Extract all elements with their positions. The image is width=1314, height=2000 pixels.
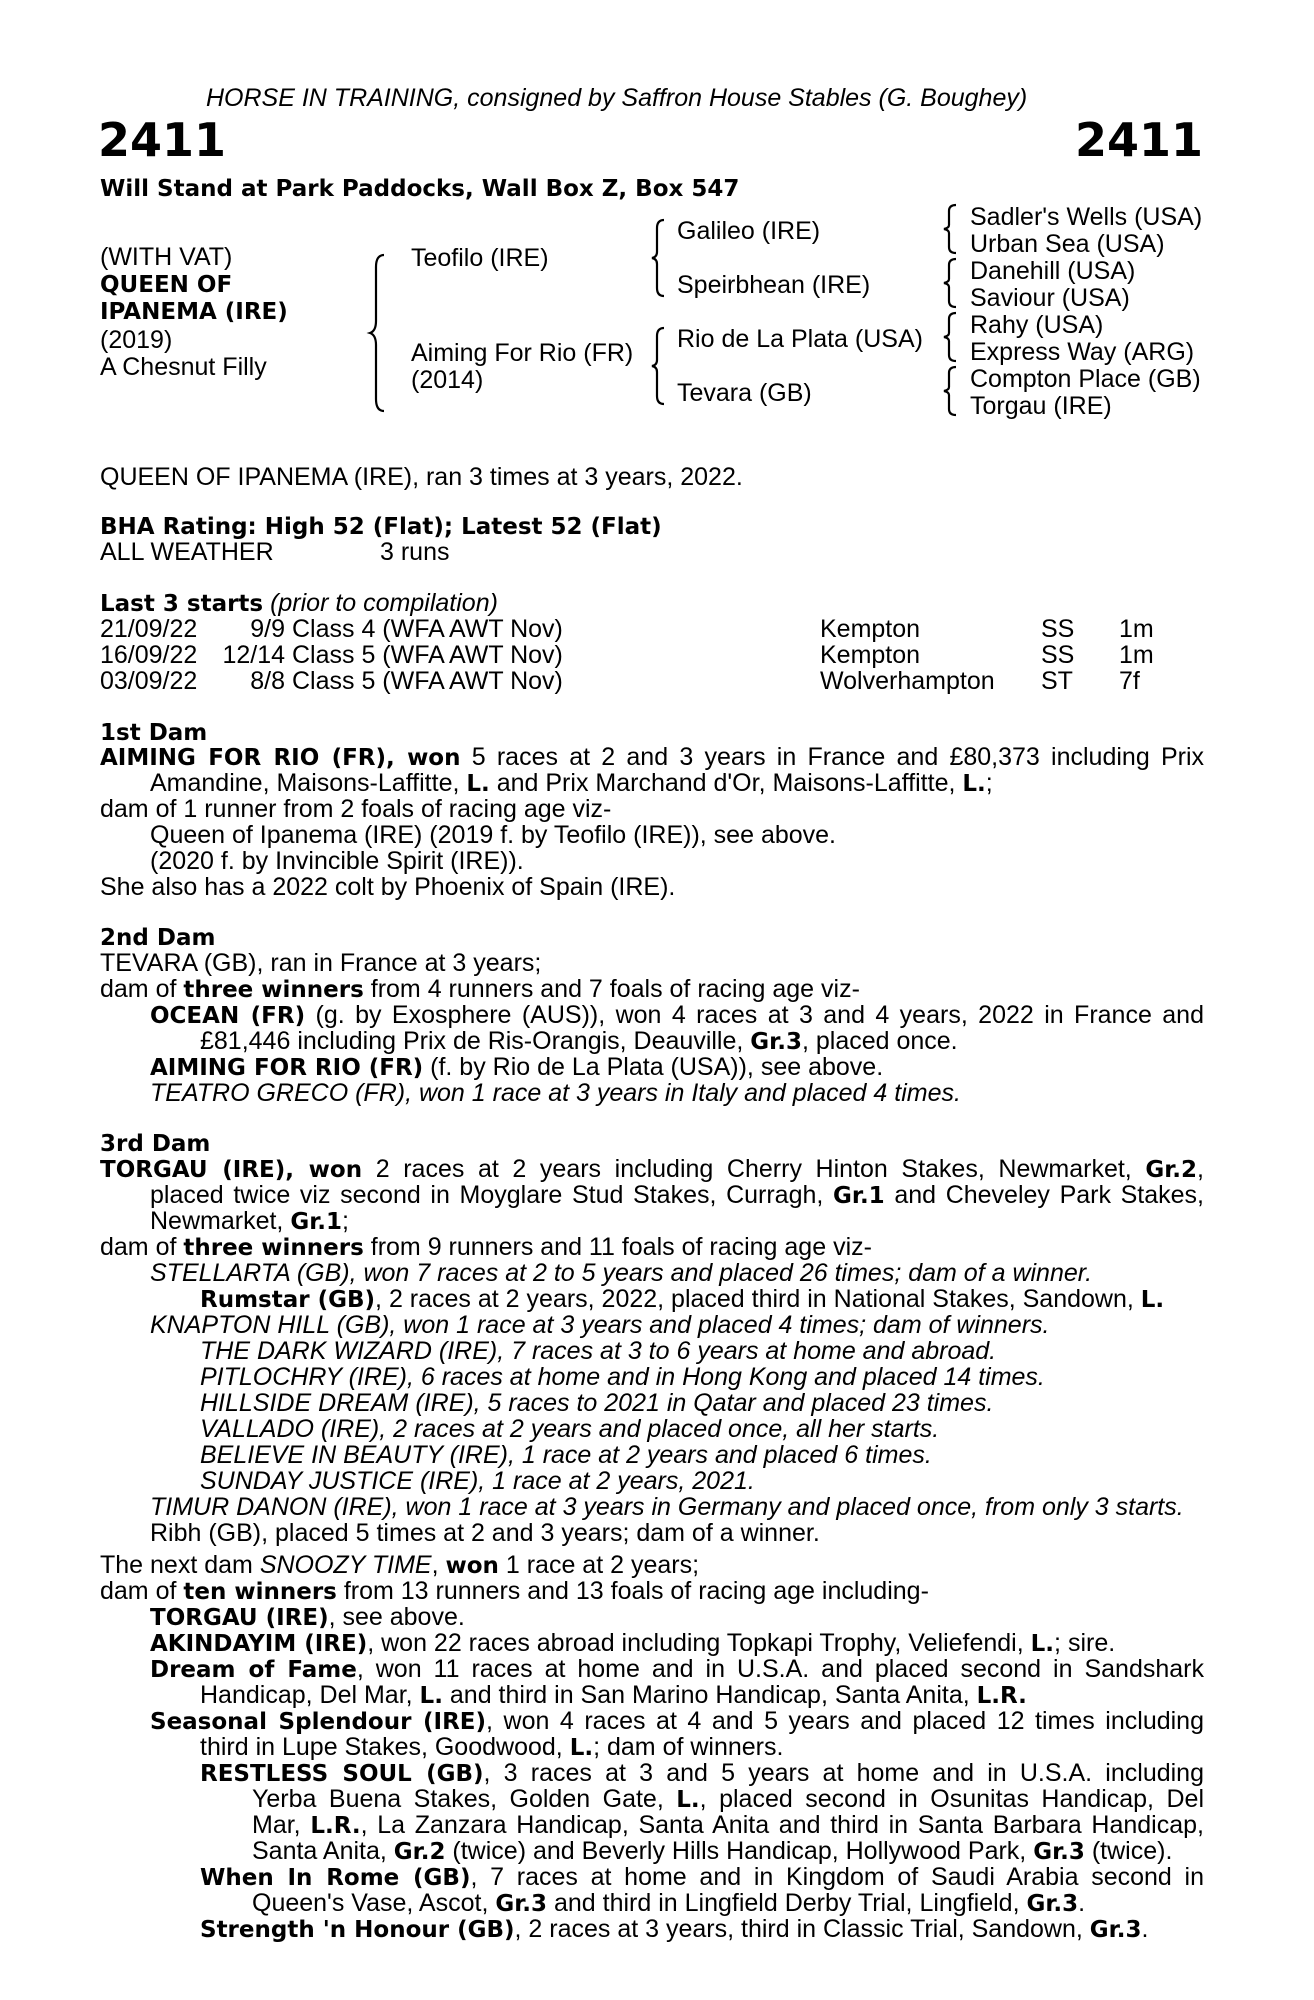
knapton-foal-2: PITLOCHRY (IRE), 6 races at home and in Hong Kong and placed 14 times. bbox=[200, 1363, 1045, 1391]
second-dam-line2: dam of three winners from 4 runners and 7 foals of racing age viz- bbox=[100, 975, 860, 1003]
start-date: 03/09/22 bbox=[100, 667, 198, 695]
last-starts-title: Last 3 starts bbox=[100, 591, 264, 617]
start-date: 21/09/22 bbox=[100, 615, 198, 643]
pedigree-g7: Compton Place (GB) bbox=[970, 365, 1201, 393]
torgau-line2: placed twice viz second in Moyglare Stud Stakes, Curragh, Gr.1 and Cheveley Park Stakes, bbox=[150, 1181, 1205, 1209]
first-dam-line6: She also has a 2022 colt by Phoenix of Spain (IRE). bbox=[100, 873, 676, 901]
last-starts-note: (prior to compilation) bbox=[270, 589, 498, 617]
knapton-line: KNAPTON HILL (GB), won 1 race at 3 years and placed 4 times; dam of winners. bbox=[150, 1311, 1050, 1339]
pedigree-g2: Urban Sea (USA) bbox=[970, 230, 1165, 258]
pedigree-dam-sire: Rio de La Plata (USA) bbox=[677, 325, 923, 353]
start-course: Wolverhampton bbox=[820, 667, 995, 695]
start-date: 16/09/22 bbox=[100, 641, 198, 669]
knapton-foal-5: BELIEVE IN BEAUTY (IRE), 1 race at 2 years and placed 6 times. bbox=[200, 1441, 932, 1469]
ribh-line: Ribh (GB), placed 5 times at 2 and 3 years; dam of a winner. bbox=[150, 1519, 820, 1547]
knapton-foal-1: THE DARK WIZARD (IRE), 7 races at 3 to 6 years at home and abroad. bbox=[200, 1337, 997, 1365]
restless-line3: Mar, L.R., La Zanzara Handicap, Santa Anita and third in Santa Barbara Handicap, bbox=[252, 1811, 1204, 1839]
group3-marker: Gr.3 bbox=[1033, 1839, 1085, 1865]
pedigree-bracket-main bbox=[370, 253, 390, 413]
pedigree-dam: Aiming For Rio (FR) bbox=[411, 339, 634, 367]
first-dam-name: AIMING FOR RIO (FR) bbox=[100, 745, 387, 771]
start-distance: 7f bbox=[1119, 667, 1140, 695]
knapton-foal-6: SUNDAY JUSTICE (IRE), 1 race at 2 years, 2021. bbox=[200, 1467, 755, 1495]
listed-race-marker: L.R. bbox=[310, 1813, 361, 1839]
aiming-line: AIMING FOR RIO (FR) (f. by Rio de La Plata (USA)), see above. bbox=[150, 1053, 884, 1081]
pedigree-g3: Danehill (USA) bbox=[970, 257, 1136, 285]
rome-line2: Queen's Vase, Ascot, Gr.3 and third in Lingfield Derby Trial, Lingfield, Gr.3. bbox=[252, 1889, 1086, 1917]
pedigree-g1: Sadler's Wells (USA) bbox=[970, 203, 1203, 231]
start-going: SS bbox=[1041, 615, 1075, 643]
race-summary: QUEEN OF IPANEMA (IRE), ran 3 times at 3 years, 2022. bbox=[100, 463, 743, 491]
group3-marker: Gr.3 bbox=[495, 1891, 548, 1917]
group3-marker: Gr.3 bbox=[1026, 1891, 1079, 1917]
second-dam-line1: TEVARA (GB), ran in France at 3 years; bbox=[100, 949, 542, 977]
next-dam-line1: The next dam SNOOZY TIME, won 1 race at 2 years; bbox=[100, 1551, 700, 1579]
torgau-line4: dam of three winners from 9 runners and 11 foals of racing age viz- bbox=[100, 1233, 872, 1261]
rating-surface: ALL WEATHER bbox=[100, 538, 274, 566]
torgau-line1: TORGAU (IRE), won 2 races at 2 years including Cherry Hinton Stakes, Newmarket, Gr.2, bbox=[100, 1155, 1204, 1183]
start-going: ST bbox=[1041, 667, 1073, 695]
listed-race-marker: L.R. bbox=[976, 1683, 1027, 1709]
third-dam-heading: 3rd Dam bbox=[100, 1131, 211, 1157]
seasonal-line1: Seasonal Splendour (IRE), won 4 races at 4 and 5 years and placed 12 times including bbox=[150, 1707, 1204, 1735]
lot-number-right: 2411 bbox=[1074, 113, 1203, 167]
lot-number-left: 2411 bbox=[98, 113, 227, 167]
start-position: 8/8 bbox=[250, 667, 285, 695]
timur-line: TIMUR DANON (IRE), won 1 race at 3 years in Germany and placed once, from only 3 starts. bbox=[150, 1493, 1184, 1521]
restless-line2: Yerba Buena Stakes, Golden Gate, L., placed second in Osunitas Handicap, Del bbox=[252, 1785, 1204, 1813]
consignment-line: HORSE IN TRAINING, consigned by Saffron House Stables (G. Boughey) bbox=[206, 84, 1028, 112]
horse-description: A Chesnut Filly bbox=[100, 353, 267, 381]
first-dam-line1: AIMING FOR RIO (FR), won 5 races at 2 and 3 years in France and £80,373 including Prix bbox=[100, 743, 1204, 771]
second-dam-heading: 2nd Dam bbox=[100, 925, 216, 951]
pedigree-bracket-g3 bbox=[944, 311, 960, 363]
pedigree-dam-year: (2014) bbox=[411, 366, 484, 394]
dream-line2: Handicap, Del Mar, L. and third in San Marino Handicap, Santa Anita, L.R. bbox=[200, 1681, 1027, 1709]
horse-name-line1: QUEEN OF bbox=[100, 272, 233, 298]
restless-line4: Santa Anita, Gr.2 (twice) and Beverly Hills Handicap, Hollywood Park, Gr.3 (twice). bbox=[252, 1837, 1173, 1865]
start-race: Class 4 (WFA AWT Nov) bbox=[292, 615, 563, 643]
pedigree-bracket-dam bbox=[652, 326, 668, 406]
group3-marker: Gr.3 bbox=[1089, 1917, 1142, 1943]
first-dam-line4: Queen of Ipanema (IRE) (2019 f. by Teofilo (IRE)), see above. bbox=[150, 821, 836, 849]
start-going: SS bbox=[1041, 641, 1075, 669]
pedigree-sire-dam: Speirbhean (IRE) bbox=[677, 271, 871, 299]
listed-marker: L. bbox=[1140, 1287, 1165, 1313]
pedigree-g4: Saviour (USA) bbox=[970, 284, 1130, 312]
pedigree-sire-sire: Galileo (IRE) bbox=[677, 217, 821, 245]
dream-line1: Dream of Fame, won 11 races at home and in U.S.A. and placed second in Sandshark bbox=[150, 1655, 1204, 1683]
pedigree-bracket-g2 bbox=[944, 257, 960, 309]
group2-marker: Gr.2 bbox=[393, 1839, 446, 1865]
start-distance: 1m bbox=[1119, 615, 1154, 643]
vat-note: (WITH VAT) bbox=[100, 243, 233, 271]
start-position: 12/14 bbox=[222, 641, 285, 669]
start-race: Class 5 (WFA AWT Nov) bbox=[292, 641, 563, 669]
first-dam-line5: (2020 f. by Invincible Spirit (IRE)). bbox=[150, 847, 524, 875]
start-course: Kempton bbox=[820, 615, 921, 643]
group2-marker: Gr.2 bbox=[1145, 1157, 1198, 1183]
pedigree-g6: Express Way (ARG) bbox=[970, 338, 1195, 366]
torgau-line3: Newmarket, Gr.1; bbox=[150, 1207, 349, 1235]
pedigree-bracket-g1 bbox=[944, 203, 960, 255]
start-course: Kempton bbox=[820, 641, 921, 669]
start-distance: 1m bbox=[1119, 641, 1154, 669]
first-dam-line2: Amandine, Maisons-Laffitte, L. and Prix Marchand d'Or, Maisons-Laffitte, L.; bbox=[150, 769, 993, 797]
last-starts-heading bbox=[100, 591, 498, 618]
torgau-ref-line: TORGAU (IRE), see above. bbox=[150, 1603, 465, 1631]
rating-runs: 3 runs bbox=[380, 538, 450, 566]
pedigree-g5: Rahy (USA) bbox=[970, 311, 1104, 339]
akindayim-line: AKINDAYIM (IRE), won 22 races abroad including Topkapi Trophy, Veliefendi, L.; sire. bbox=[150, 1629, 1116, 1657]
ocean-line2: £81,446 including Prix de Ris-Orangis, Deauville, Gr.3, placed once. bbox=[200, 1027, 958, 1055]
first-dam-text1: 5 races at 2 and 3 years in France and £80,373 including Prix bbox=[460, 743, 1204, 771]
pedigree-bracket-sire bbox=[652, 218, 668, 298]
pedigree-sire: Teofilo (IRE) bbox=[411, 244, 549, 272]
horse-year: (2019) bbox=[100, 326, 173, 354]
restless-line1: RESTLESS SOUL (GB), 3 races at 3 and 5 years at home and in U.S.A. including bbox=[200, 1759, 1204, 1787]
first-dam-line3: dam of 1 runner from 2 foals of racing age viz- bbox=[100, 795, 612, 823]
ocean-line1: OCEAN (FR) (g. by Exosphere (AUS)), won 4 races at 3 and 4 years, 2022 in France and bbox=[150, 1001, 1204, 1029]
first-dam-won: won bbox=[407, 745, 461, 771]
listed-marker: L. bbox=[1030, 1631, 1055, 1657]
listed-marker: L. bbox=[419, 1683, 443, 1709]
rumstar-line: Rumstar (GB), 2 races at 2 years, 2022, placed third in National Stakes, Sandown, L. bbox=[200, 1285, 1165, 1313]
stand-location: Will Stand at Park Paddocks, Wall Box Z, Box 547 bbox=[100, 176, 740, 202]
pedigree-g8: Torgau (IRE) bbox=[970, 392, 1112, 420]
pedigree-dam-dam: Tevara (GB) bbox=[677, 379, 812, 407]
start-race: Class 5 (WFA AWT Nov) bbox=[292, 667, 563, 695]
group1-marker: Gr.1 bbox=[290, 1209, 342, 1235]
knapton-foal-3: HILLSIDE DREAM (IRE), 5 races to 2021 in Qatar and placed 23 times. bbox=[200, 1389, 994, 1417]
group3-marker: Gr.3 bbox=[750, 1029, 802, 1055]
horse-name-line2: IPANEMA (IRE) bbox=[100, 299, 288, 325]
pedigree-bracket-g4 bbox=[944, 365, 960, 417]
listed-marker: L. bbox=[569, 1735, 594, 1761]
bha-rating: BHA Rating: High 52 (Flat); Latest 52 (Flat) bbox=[100, 514, 662, 540]
first-dam-heading: 1st Dam bbox=[100, 720, 208, 746]
seasonal-line2: third in Lupe Stakes, Goodwood, L.; dam of winners. bbox=[200, 1733, 784, 1761]
strength-line: Strength 'n Honour (GB), 2 races at 3 years, third in Classic Trial, Sandown, Gr.3. bbox=[200, 1915, 1149, 1943]
group1-marker: Gr.1 bbox=[833, 1183, 885, 1209]
knapton-foal-4: VALLADO (IRE), 2 races at 2 years and placed once, all her starts. bbox=[200, 1415, 940, 1443]
teatro-line: TEATRO GRECO (FR), won 1 race at 3 years in Italy and placed 4 times. bbox=[150, 1079, 961, 1107]
start-position: 9/9 bbox=[250, 615, 285, 643]
next-dam-line2: dam of ten winners from 13 runners and 13 foals of racing age including- bbox=[100, 1577, 929, 1605]
stellarta-line: STELLARTA (GB), won 7 races at 2 to 5 years and placed 26 times; dam of a winner. bbox=[150, 1259, 1093, 1287]
rome-line1: When In Rome (GB), 7 races at home and in Kingdom of Saudi Arabia second in bbox=[200, 1863, 1204, 1891]
listed-marker: L. bbox=[676, 1787, 700, 1813]
listed-marker: L. bbox=[466, 771, 490, 797]
listed-marker: L. bbox=[962, 771, 986, 797]
